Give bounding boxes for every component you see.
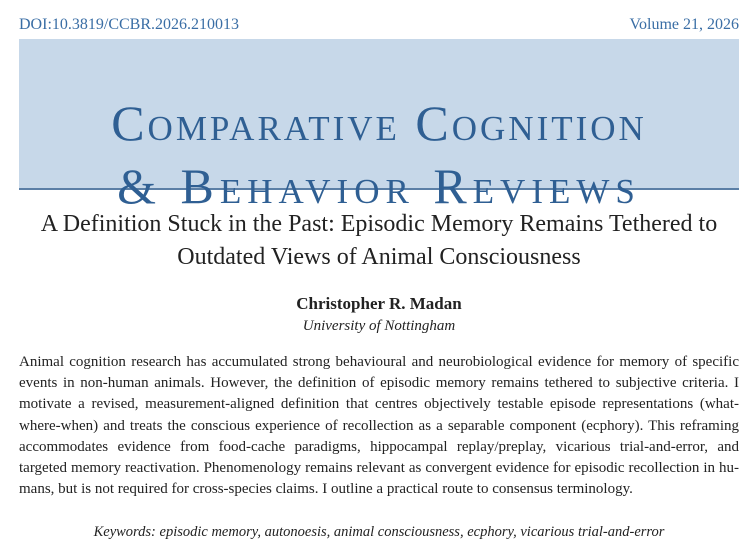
keywords-line: Keywords: episodic memory, autonoesis, animal consciousness, ecphory, vicarious trial-and-error <box>93 524 665 540</box>
header-bar <box>19 14 739 36</box>
author-affiliation: University of Nottingham <box>302 318 456 334</box>
doi-text[interactable]: DOI:10.3819/CCBR.2026.210013 <box>19 16 240 33</box>
volume-text: Volume 21, 2026 <box>629 16 739 33</box>
article-title: A Definition Stuck in the Past: Episodic Memory Remains Tethered to Outdated Views of Animal Consciousness <box>40 211 718 270</box>
journal-title-line-2: & Behavior Reviews <box>117 158 641 214</box>
journal-title-line-1: Comparative Cognition <box>111 95 647 151</box>
journal-banner <box>19 39 739 214</box>
author-name: Christopher R. Madan <box>296 294 462 313</box>
abstract-text: Animal cognition research has accumulated strong behavioural and neurobiological evidence for memory of specific events in non-human animals. However, the definition of episodic memory remains tethered to subjective criteria. I motivate a revised, measurement-aligned definition that centres objectively testable episode representations (what-where-when) and treats the conscious experience of recollection as a separable component (ecphory). This reframing accommodates evidence from food-cache paradigms, hippocampal replay/preplay, vicarious trial-and-error, and targeted memory reactivation. Phenomenology remains relevant as convergent evidence for episodic recollection in humans, but is not required for cross-species claims. I outline a practical route to consensus terminology. <box>19 354 739 498</box>
